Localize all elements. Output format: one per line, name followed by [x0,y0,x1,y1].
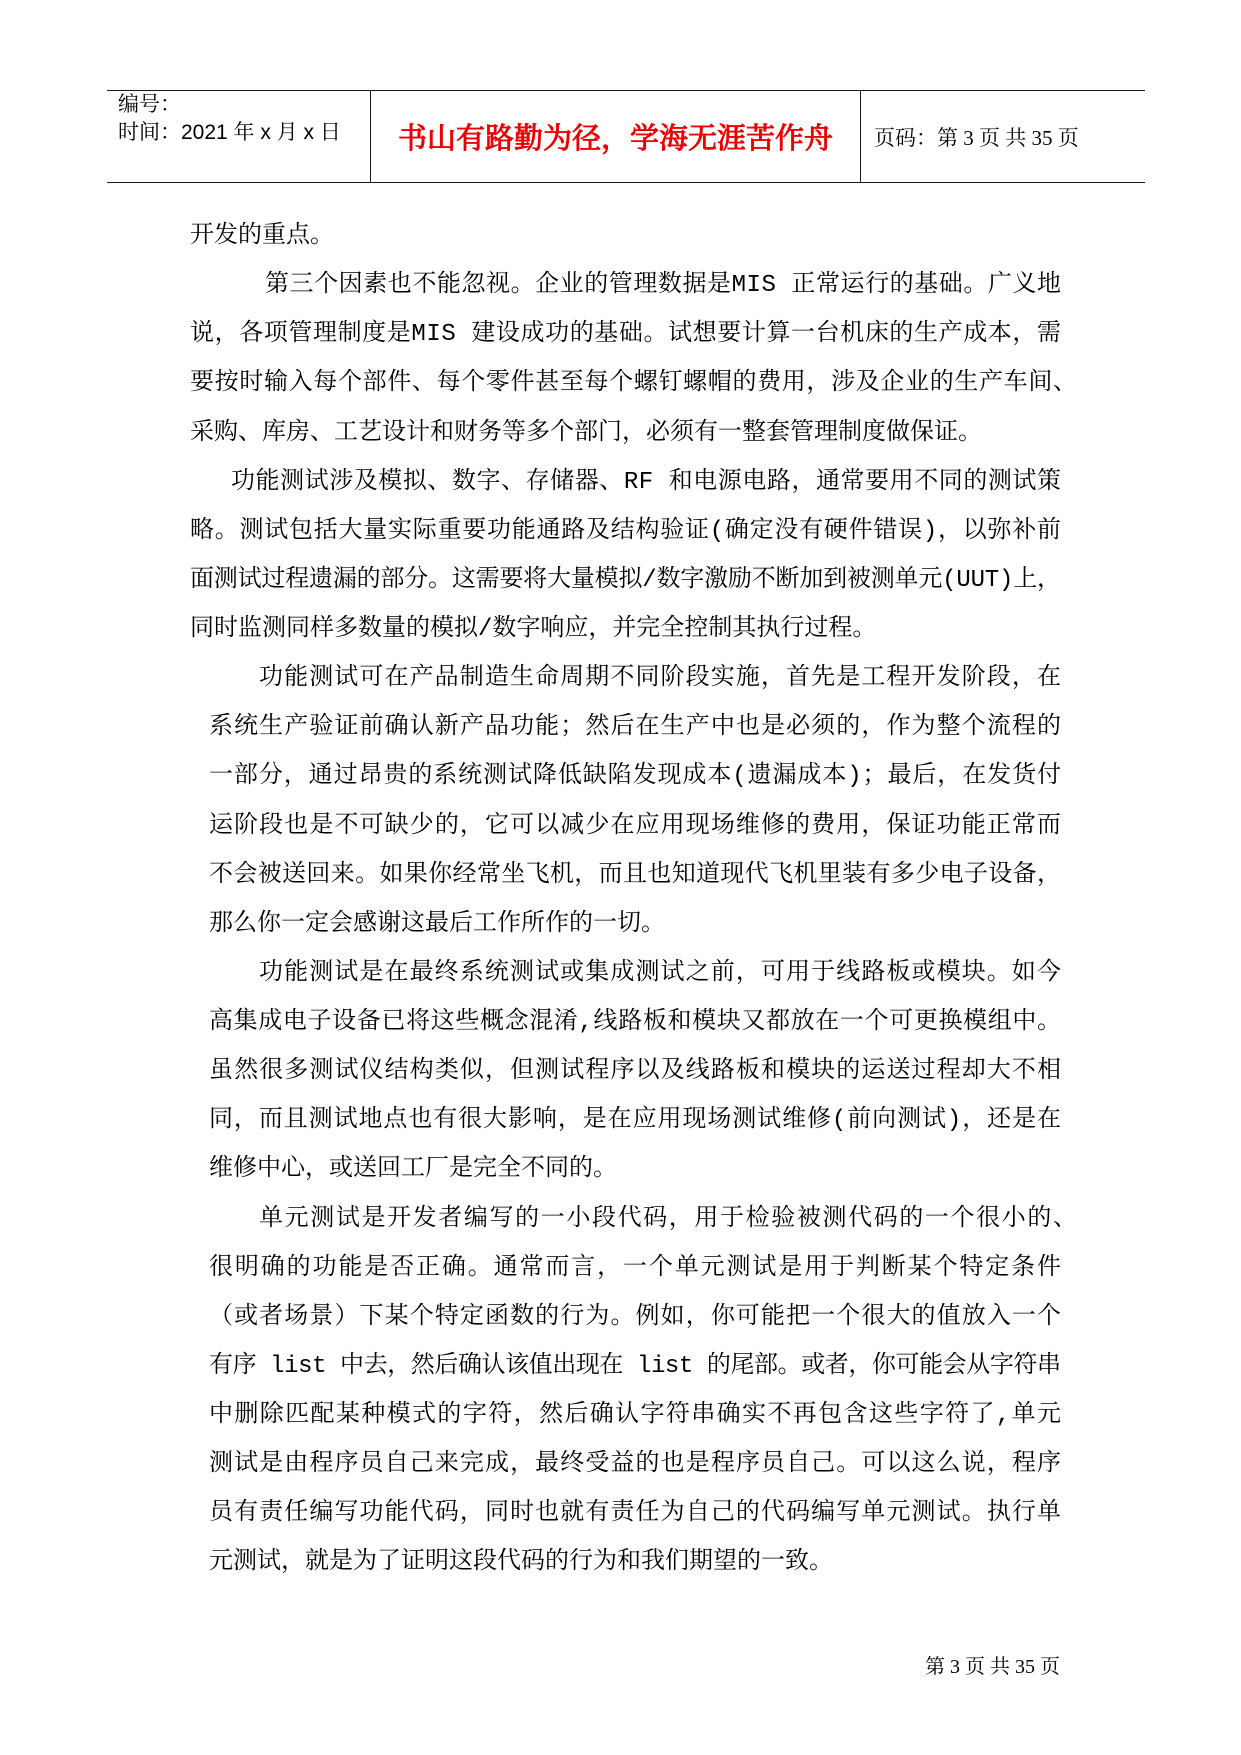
motto-text: 书山有路勤为径，学海无涯苦作舟 [397,121,833,155]
body-text [0,212,1241,1588]
footer-page-number: 第 3 页 共 35 页 [925,1656,1060,1678]
header-cell-left [107,91,370,182]
text-line: 功能测试可在产品制造生命周期不同阶段实施，首先是工程开发阶段，在 [259,665,1063,693]
text-line: 不会被送回来。如果你经常坐飞机，而且也知道现代飞机里装有多少电子设备， [209,861,1062,889]
document-number-label: 编号： [118,93,181,116]
text-line: （或者场景）下某个特定函数的行为。例如，你可能把一个很大的值放入一个 [209,1303,1063,1331]
paragraph-continuation [0,212,1241,261]
text-line: 员有责任编写功能代码，同时也就有责任为自己的代码编写单元测试。执行单 [209,1500,1063,1528]
text-line: 略。测试包括大量实际重要功能通路及结构验证(确定没有硬件错误)，以弥补前 [190,517,1062,545]
text-line: 同，而且测试地点也有很大影响，是在应用现场测试维修(前向测试)，还是在 [209,1107,1062,1135]
paragraph [0,1195,1241,1588]
text-line: 开发的重点。 [190,223,334,250]
text-line: 系统生产验证前确认新产品功能；然后在生产中也是必须的，作为整个流程的 [209,714,1063,742]
paragraph [0,458,1241,655]
text-line: 中删除匹配某种模式的字符，然后确认字符串确实不再包含这些字符了,单元 [209,1402,1063,1429]
text-line: 维修中心，或送回工厂是完全不同的。 [209,1156,617,1184]
text-line: 功能测试是在最终系统测试或集成测试之前，可用于线路板或模块。如今 [259,959,1063,987]
text-line: 面测试过程遗漏的部分。这需要将大量模拟/数字激励不断加到被测单元(UUT)上， [190,566,1061,594]
text-line: 虽然很多测试仪结构类似，但测试程序以及线路板和模块的运送过程却大不相 [209,1058,1063,1086]
document-time-label: 时间：2021 年 x 月 x 日 [118,121,341,144]
text-line: 同时监测同样多数量的模拟/数字响应，并完全控制其执行过程。 [190,616,877,643]
page-info-label: 页码：第 3 页 共 35 页 [874,126,1079,150]
text-line: 运阶段也是不可缺少的，它可以减少在应用现场维修的费用，保证功能正常而 [209,812,1063,840]
text-line: 单元测试是开发者编写的一小段代码，用于检验被测代码的一个很小的、 [259,1205,1079,1233]
text-line: 有序 list 中去，然后确认该值出现在 list 的尾部。或者，你可能会从字符串 [209,1352,1061,1380]
header-cell-right [861,91,1145,182]
text-line: 要按时输入每个部件、每个零件甚至每个螺钉螺帽的费用，涉及企业的生产车间、 [190,370,1078,398]
text-line: 测试是由程序员自己来完成，最终受益的也是程序员自己。可以这么说，程序 [209,1451,1063,1479]
paragraph [0,261,1241,458]
text-line: 很明确的功能是否正确。通常而言，一个单元测试是用于判断某个特定条件 [209,1254,1063,1282]
text-line: 一部分，通过昂贵的系统测试降低缺陷发现成本(遗漏成本)；最后，在发货付 [209,763,1062,791]
text-line: 说，各项管理制度是MIS 建设成功的基础。试想要计算一台机床的生产成本，需 [190,321,1062,349]
header-table [107,90,1145,183]
paragraph [0,949,1241,1195]
paragraph [0,654,1241,949]
text-line: 元测试，就是为了证明这段代码的行为和我们期望的一致。 [209,1549,833,1577]
header-cell-center [370,91,861,182]
text-line: 高集成电子设备已将这些概念混淆,线路板和模块又都放在一个可更换模组中。 [209,1009,1062,1036]
text-line: 那么你一定会感谢这最后工作所作的一切。 [209,910,665,938]
text-line: 功能测试涉及模拟、数字、存储器、RF 和电源电路，通常要用不同的测试策 [231,468,1062,496]
text-line: 第三个因素也不能忽视。企业的管理数据是MIS 正常运行的基础。广义地 [265,272,1062,300]
text-line: 采购、库房、工艺设计和财务等多个部门，必须有一整套管理制度做保证。 [190,419,982,447]
